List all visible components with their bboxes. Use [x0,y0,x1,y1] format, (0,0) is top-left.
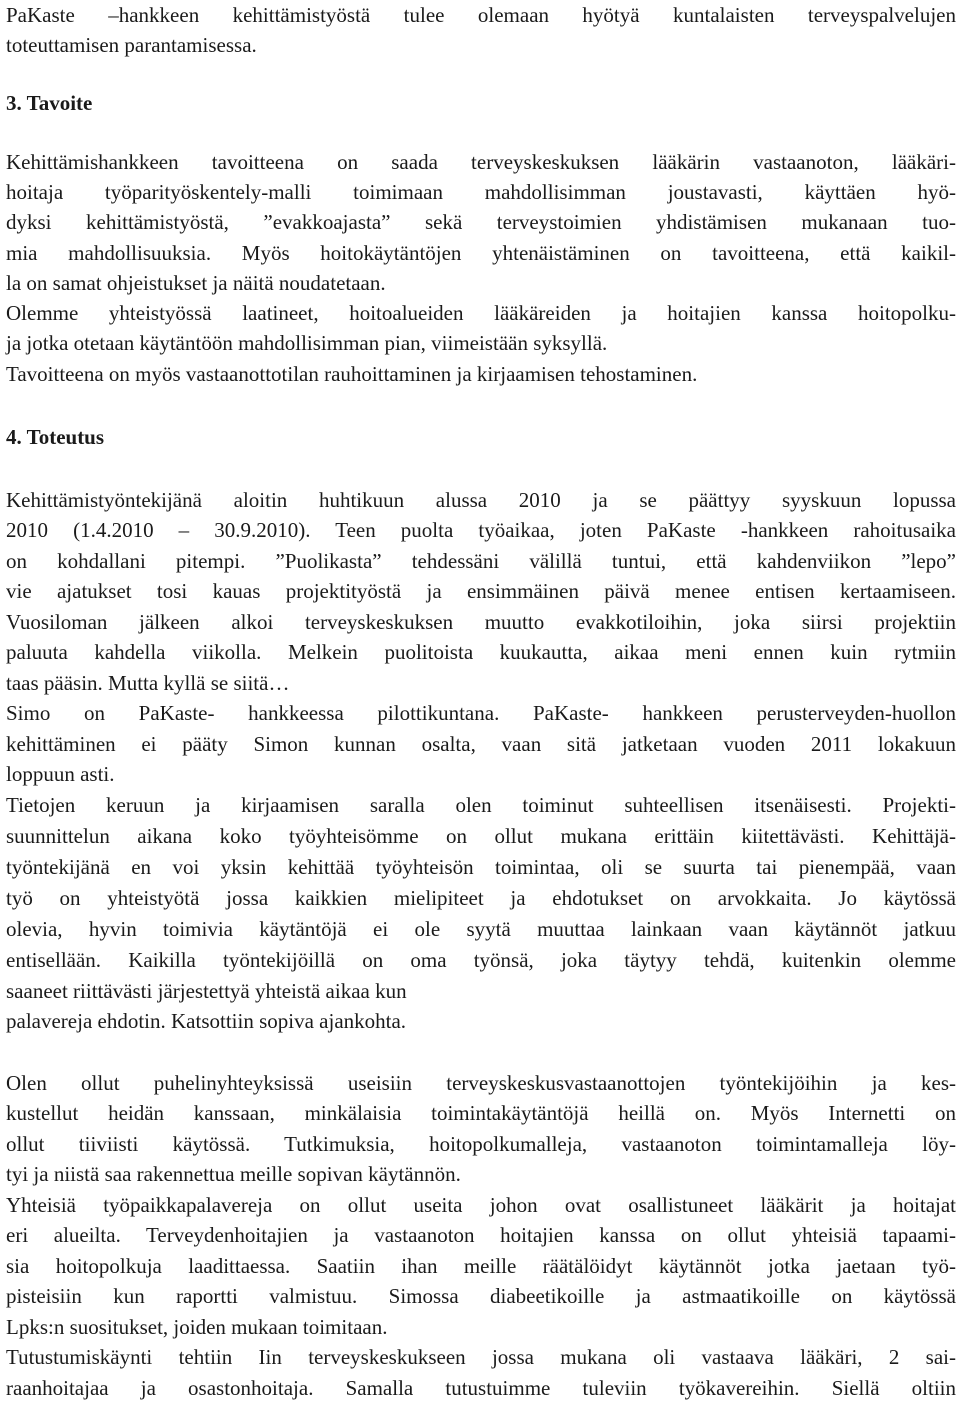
text-line: Kehittämistyöntekijänä aloitin huhtikuun alussa 2010 ja se päättyy syyskuun lopussa [6,488,956,512]
text-line: PaKaste –hankkeen kehittämistyöstä tulee olemaan hyötyä kuntalaisten terveyspalvelujen [6,3,956,27]
text-line: eri alueilta. Terveydenhoitajien ja vastaanoton hoitajien kanssa on ollut yhteisiä tapaami- [6,1223,956,1247]
text-line: la on samat ohjeistukset ja näitä noudatetaan. [6,271,386,295]
text-line: loppuun asti. [6,762,115,786]
text-line: vie ajatukset tosi kauas projektityöstä ja ensimmäinen päivä menee entisen kertaamiseen. [6,579,956,603]
text-line: Vuosiloman jälkeen alkoi terveyskeskuksen muutto evakkotiloihin, joka siirsi projektiin [6,610,956,634]
text-line: palavereja ehdotin. Katsottiin sopiva ajankohta. [6,1009,407,1033]
text-line: Olen ollut puhelinyhteyksissä useisiin terveyskeskusvastaanottojen työntekijöihin ja kes- [6,1071,956,1095]
text-line: saaneet riittävästi järjestettyä yhteistä aikaa kun [6,979,407,1003]
section-heading: 3. Tavoite [6,91,93,115]
section-heading: 4. Toteutus [6,425,105,449]
text-line: Tavoitteena on myös vastaanottotilan rauhoittaminen ja kirjaamisen tehostaminen. [6,362,698,386]
text-line: Tietojen keruun ja kirjaamisen saralla olen toiminut suhteellisen itsenäisesti. Projekti- [6,793,956,817]
text-line: taas pääsin. Mutta kyllä se siitä… [6,671,290,695]
text-line: ja jotka otetaan käytäntöön mahdollisimman pian, viimeistään syksyllä. [6,331,608,355]
text-line: työ on yhteistyötä jossa kaikkien mielipiteet ja ehdotukset on arvokkaita. Jo käytössä [6,886,956,910]
text-line: tyi ja niistä saa rakennettua meille sopivan käytännön. [6,1162,461,1186]
text-line: Simo on PaKaste- hankkeessa pilottikuntana. PaKaste- hankkeen perusterveyden-huollon [6,701,956,725]
text-line: ollut tiiviisti käytössä. Tutkimuksia, hoitopolkumalleja, vastaanoton toimintamalleja löy- [6,1132,956,1156]
text-line: paluuta kahdella viikolla. Melkein puolitoista kuukautta, aikaa meni ennen kuin rytmiin [6,640,956,664]
text-line: toteuttamisen parantamisessa. [6,33,257,57]
text-line: raanhoitajaa ja osastonhoitaja. Samalla tutustuimme tuleviin työkavereihin. Siellä oltiin [6,1376,956,1400]
text-line: kehittäminen ei pääty Simon kunnan osalta, vaan sitä jatketaan vuoden 2011 lokakuun [6,732,956,756]
text-line: dyksi kehittämistyöstä, ”evakkoajasta” sekä terveystoimien yhdistämisen mukanaan tuo- [6,210,956,234]
text-line: Olemme yhteistyössä laatineet, hoitoalueiden lääkäreiden ja hoitajien kanssa hoitopolku- [6,301,956,325]
text-line: mia mahdollisuuksia. Myös hoitokäytäntöjen yhtenäistäminen on tavoitteena, että kaikil- [6,241,956,265]
text-line: sia hoitopolkuja laadittaessa. Saatiin ihan meille räätälöidyt käytännöt jotka jaetaan työ- [6,1254,956,1278]
text-line: Tutustumiskäynti tehtiin Iin terveyskeskukseen jossa mukana oli vastaava lääkäri, 2 sai- [6,1345,956,1369]
text-line: kustellut heidän kanssaan, minkälaisia toimintakäytäntöjä heillä on. Myös Internetti on [6,1101,956,1125]
text-line: suunnittelun aikana koko työyhteisömme on ollut mukana erittäin kiitettävästi. Kehittäjä- [6,824,956,848]
text-line: entisellään. Kaikilla työntekijöillä on oma työnsä, joka täytyy tehdä, kuitenkin olemme [6,948,956,972]
text-line: hoitaja työparityöskentely-malli toimimaan mahdollisimman joustavasti, käyttäen hyö- [6,180,956,204]
text-line: työntekijänä en voi yksin kehittää työyhteisön toimintaa, oli se suurta tai pienempää, vaan [6,855,956,879]
text-line: olevia, hyvin toimivia käytäntöjä ei ole syytä muuttaa lainkaan vaan käytännöt jatkuu [6,917,956,941]
text-line: pisteisiin kun raportti valmistuu. Simossa diabeetikoille ja astmaatikoille on käytössä [6,1284,956,1308]
text-line: Kehittämishankkeen tavoitteena on saada terveyskeskuksen lääkärin vastaanoton, lääkäri- [6,150,956,174]
text-line: 2010 (1.4.2010 – 30.9.2010). Teen puolta työaikaa, joten PaKaste -hankkeen rahoitusaika [6,518,956,542]
text-line: Lpks:n suositukset, joiden mukaan toimitaan. [6,1315,388,1339]
text-line: Yhteisiä työpaikkapalavereja on ollut useita johon ovat osallistuneet lääkärit ja hoitajat [6,1193,956,1217]
text-line: on kohdallani pitempi. ”Puolikasta” tehdessäni välillä tuntui, että kahdenviikon ”lepo” [6,549,956,573]
